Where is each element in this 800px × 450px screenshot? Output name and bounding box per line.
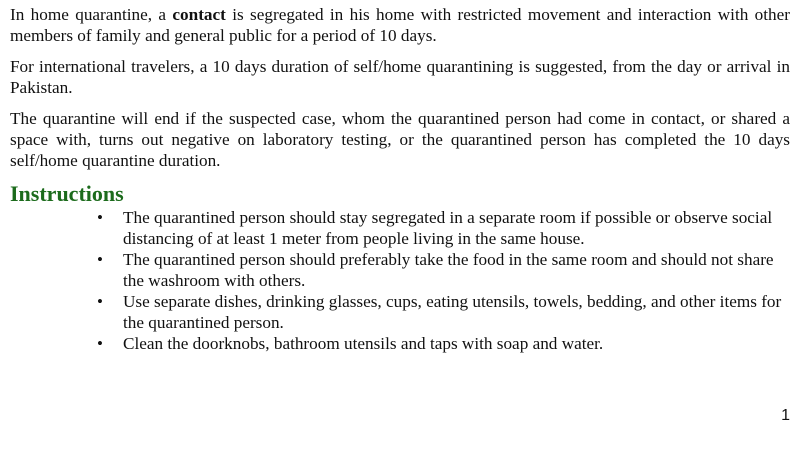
- page-number: 1: [781, 407, 790, 424]
- paragraph-quarantine-end: The quarantine will end if the suspected case, whom the quarantined person had come in contact, or shared a space with, turns out negative on laboratory testing, or the quarantined person has completed the 10 days self/home quarantine duration.: [10, 109, 790, 170]
- list-item: [97, 249, 790, 291]
- paragraph-international-travelers: For international travelers, a 10 days duration of self/home quarantining is suggested, from the day or arrival in Pakistan.: [10, 57, 790, 97]
- instructions-list: [10, 207, 790, 354]
- instructions-heading: Instructions: [10, 181, 124, 206]
- bold-term-contact: contact: [172, 5, 226, 24]
- paragraph-text: In home quarantine, a: [10, 5, 173, 24]
- paragraph-home-quarantine: [10, 4, 790, 46]
- list-item-text: Use separate dishes, drinking glasses, cups, eating utensils, towels, bedding, and other items for the quarantined person.: [123, 292, 782, 332]
- bullet-icon: •: [97, 208, 103, 227]
- list-item-text: The quarantined person should preferably take the food in the same room and should not share the washroom with others.: [123, 250, 774, 290]
- paragraph-text: is segregated in his home with restricted movement and interaction with other members of family and general public for a period of 10 days.: [10, 5, 790, 45]
- bullet-icon: •: [97, 292, 103, 311]
- bullet-icon: •: [97, 250, 103, 269]
- list-item: [97, 333, 790, 354]
- list-item: [97, 291, 790, 333]
- list-item-text: The quarantined person should stay segregated in a separate room if possible or observe social distancing of at least 1 meter from people living in the same house.: [123, 208, 773, 248]
- list-item-text: Clean the doorknobs, bathroom utensils and taps with soap and water.: [123, 334, 604, 353]
- bullet-icon: •: [97, 334, 103, 353]
- list-item: [97, 207, 790, 249]
